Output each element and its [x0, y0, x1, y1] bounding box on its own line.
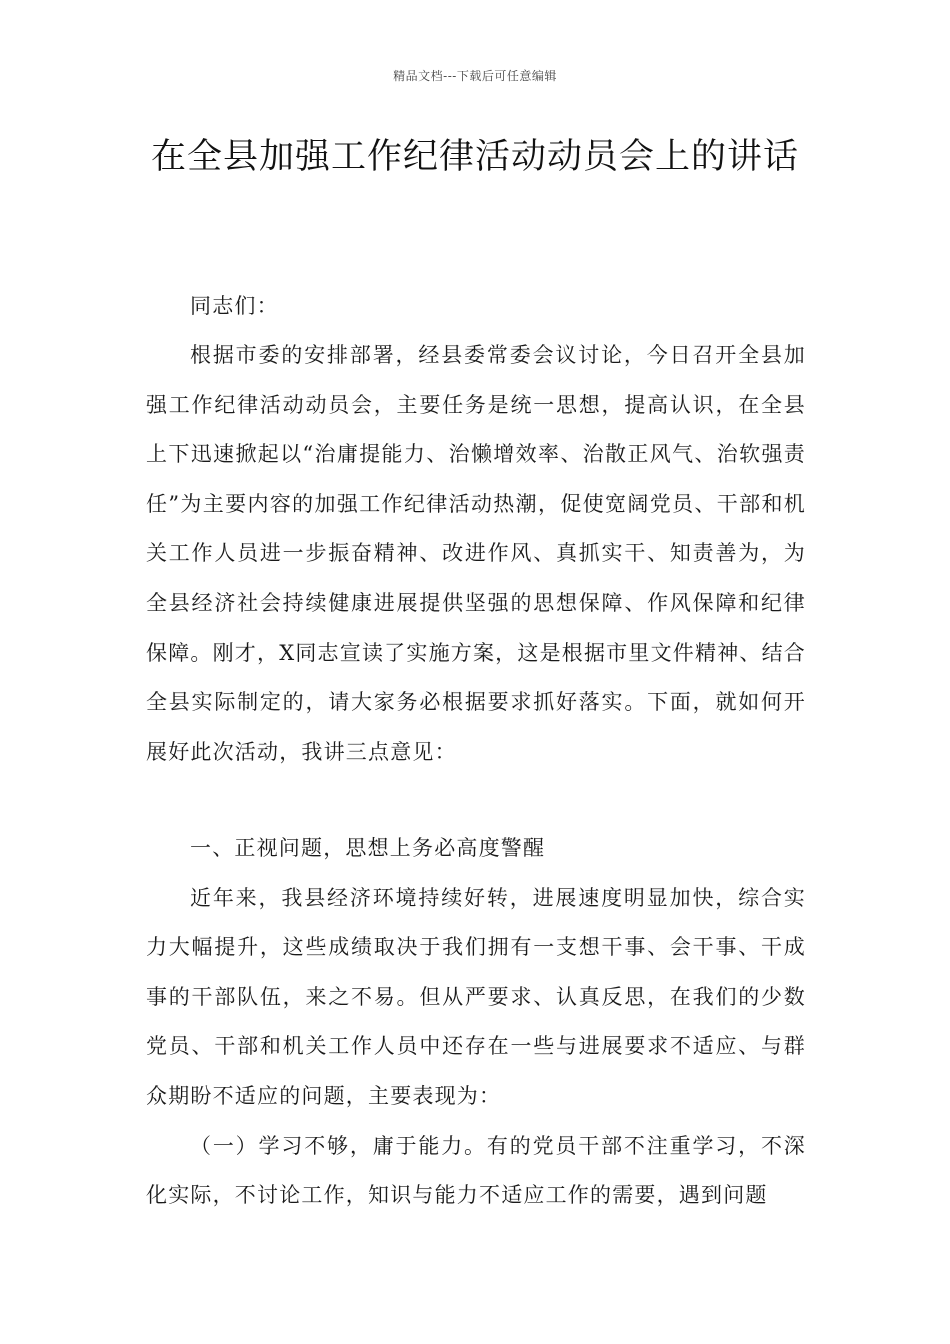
document-title: 在全县加强工作纪律活动动员会上的讲话 — [150, 137, 799, 177]
intro-paragraph: 根据市委的安排部署，经县委常委会议讨论，今日召开全县加强工作纪律活动动员会，主要任务是统一思想，提高认识，在全县上下迅速掀起以“治庸提能力、治懒增效率、治散正风气、治软强责任”为主要内容的加强工作纪律活动热潮，促使宽阔党员、干部和机关工作人员进一步振奋精神、改进作风、真抓实干、知责善为，为全县经济社会持续健康进展提供坚强的思想保障、作风保障和纪律保障。刚才，X同志宣读了实施方案，这是根据市里文件精神、结合全县实际制定的，请大家务必根据要求抓好落实。下面，就如何开展好此次活动，我讲三点意见： — [146, 343, 806, 764]
section-heading: 一、正视问题，思想上务必高度警醒 — [190, 836, 546, 860]
section-item-1: （一）学习不够，庸于能力。有的党员干部不注重学习，不深化实际，不讨论工作，知识与能力不适应工作的需要，遇到问题 — [146, 1133, 806, 1208]
salutation-block — [146, 282, 806, 332]
salutation: 同志们： — [190, 294, 279, 318]
section-1 — [146, 824, 806, 1221]
section-paragraph: 近年来，我县经济环境持续好转，进展速度明显加快，综合实力大幅提升，这些成绩取决于我们拥有一支想干事、会干事、干成事的干部队伍，来之不易。但从严要求、认真反思，在我们的少数党员、干部和机关工作人员中还存在一些与进展要求不适应、与群众期盼不适应的问题，主要表现为： — [146, 885, 806, 1108]
header-note: 精品文档---下载后可任意编辑 — [393, 69, 557, 83]
intro-block — [146, 331, 806, 777]
